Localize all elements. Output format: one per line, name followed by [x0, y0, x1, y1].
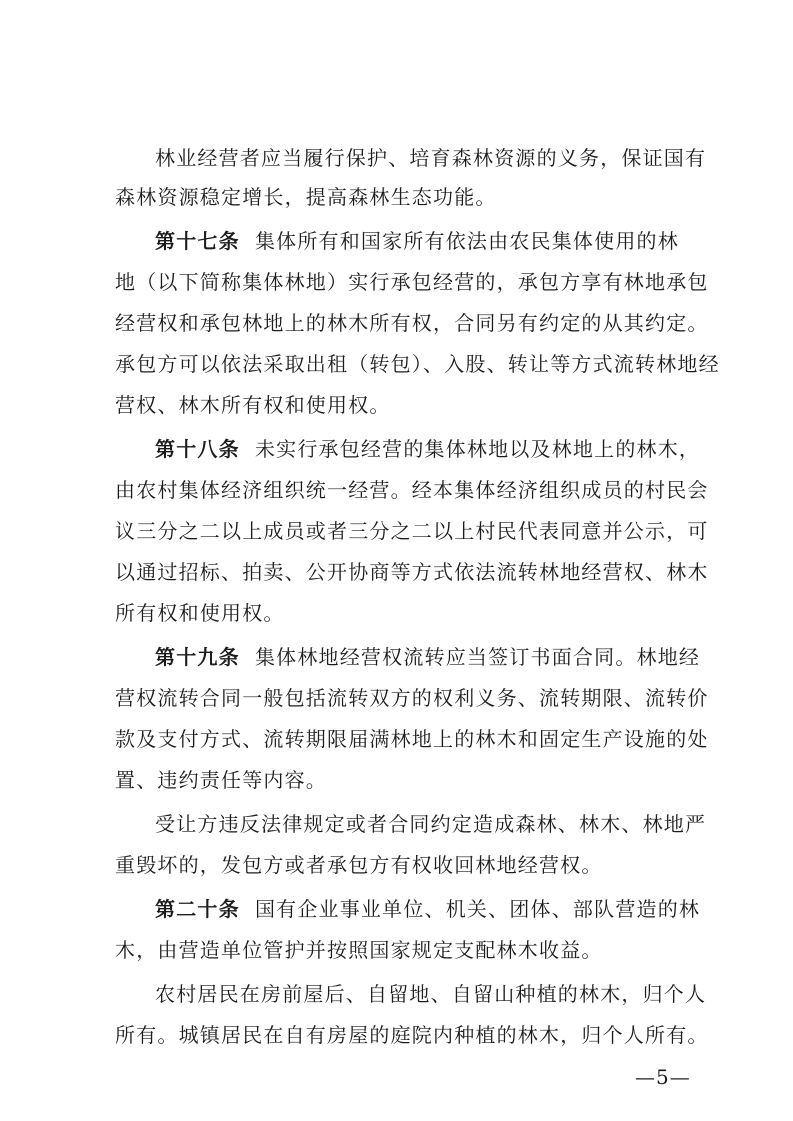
article-19-first-line: [155, 645, 700, 669]
paragraph-line: 木，由营造单位管护并按照国家规定支配林木收益。: [115, 938, 603, 962]
paragraph-line: 所有权和使用权。: [115, 601, 285, 625]
paragraph-line: 议三分之二以上成员或者三分之二以上村民代表同意并公示，可: [115, 519, 709, 543]
paragraph-line: 由农村集体经济组织统一经营。经本集体经济组织成员的村民会: [115, 478, 709, 502]
paragraph-line: 以通过招标、拍卖、公开协商等方式依法流转林地经营权、林木: [115, 560, 709, 584]
article-heading: 第十九条: [155, 645, 240, 669]
article-17-first-line: [155, 229, 679, 253]
paragraph-line: 林业经营者应当履行保护、培育森林资源的义务，保证国有: [155, 146, 707, 170]
article-heading: 第二十条: [155, 897, 240, 921]
paragraph-line: 农村居民在房前屋后、自留地、自留山种植的林木，归个人: [155, 982, 707, 1006]
article-heading: 第十七条: [155, 229, 240, 253]
paragraph-text: 集体林地经营权流转应当签订书面合同。林地经: [254, 645, 701, 669]
article-18-first-line: [155, 437, 700, 461]
paragraph-text: 集体所有和国家所有依法由农民集体使用的林: [254, 229, 679, 253]
article-heading: 第十八条: [155, 437, 240, 461]
paragraph-line: 款及支付方式、流转期限届满林地上的林木和固定生产设施的处: [115, 727, 709, 751]
paragraph-text: 未实行承包经营的集体林地以及林地上的林木，: [254, 437, 701, 461]
article-20-first-line: [155, 897, 700, 921]
paragraph-line: 受让方违反法律规定或者合同约定造成森林、林木、林地严: [155, 812, 707, 836]
paragraph-line: 置、违约责任等内容。: [115, 768, 327, 792]
paragraph-line: 经营权和承包林地上的林木所有权，合同另有约定的从其约定。: [115, 311, 709, 335]
paragraph-line: 营权流转合同一般包括流转双方的权利义务、流转期限、流转价: [115, 686, 709, 710]
paragraph-line: 营权、林木所有权和使用权。: [115, 393, 391, 417]
page-number: —5—: [635, 1065, 691, 1089]
paragraph-text: 国有企业事业单位、机关、团体、部队营造的林: [254, 897, 701, 921]
paragraph-line: 所有。城镇居民在自有房屋的庭院内种植的林木，归个人所有。: [115, 1023, 709, 1047]
paragraph-line: 森林资源稳定增长，提高森林生态功能。: [115, 185, 497, 209]
paragraph-line: 重毁坏的，发包方或者承包方有权收回林地经营权。: [115, 853, 603, 877]
paragraph-line: 地（以下简称集体林地）实行承包经营的，承包方享有林地承包: [115, 270, 709, 294]
paragraph-line: 承包方可以依法采取出租（转包）、入股、转让等方式流转林地经: [115, 352, 720, 376]
